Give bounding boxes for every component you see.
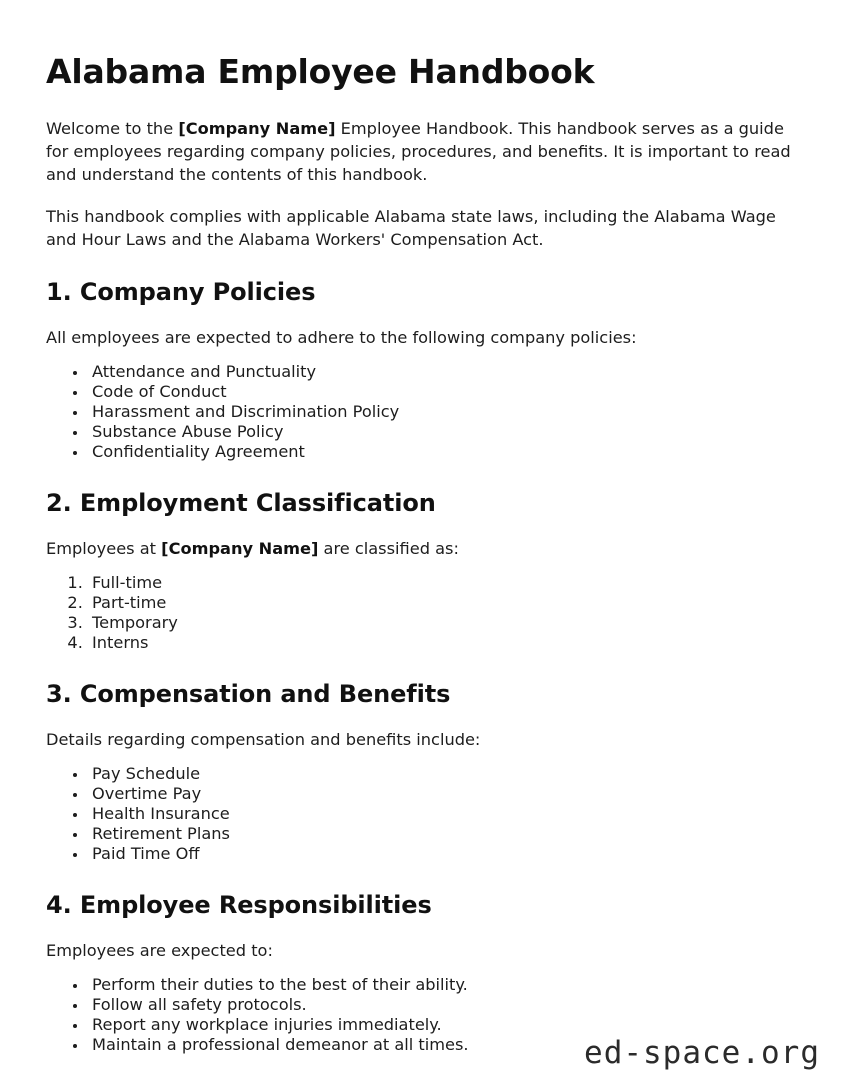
list-item: 1. Full-time xyxy=(88,573,798,593)
list-item: • Maintain a professional demeanor at all times. xyxy=(88,1035,798,1055)
list-item: • Substance Abuse Policy xyxy=(88,422,798,442)
section-lead-company-policies: All employees are expected to adhere to the following company policies: xyxy=(46,327,637,347)
intro-paragraph-1 xyxy=(46,117,798,186)
list-item: • Follow all safety protocols. xyxy=(88,995,798,1015)
list-item: • Confidentiality Agreement xyxy=(88,442,798,462)
list-item: 4. Interns xyxy=(88,633,798,653)
list-item: • Health Insurance xyxy=(88,804,798,824)
watermark-text: ed-space.org xyxy=(584,1035,820,1071)
list-item: • Perform their duties to the best of their ability. xyxy=(88,975,798,995)
list-compensation-and-benefits xyxy=(46,764,798,864)
section-lead-employment-classification xyxy=(46,537,798,560)
company-name-placeholder: [Company Name] xyxy=(161,538,319,558)
list-item: • Report any workplace injuries immediately. xyxy=(88,1015,798,1035)
lead-text-before: Employees at xyxy=(46,538,162,558)
section-heading-employee-responsibilities: 4. Employee Responsibilities xyxy=(46,891,432,920)
section-heading-employment-classification: 2. Employment Classification xyxy=(46,489,436,518)
list-item: 2. Part-time xyxy=(88,593,798,613)
list-item: • Harassment and Discrimination Policy xyxy=(88,402,798,422)
list-item: • Overtime Pay xyxy=(88,784,798,804)
section-heading-company-policies: 1. Company Policies xyxy=(46,277,316,306)
list-item: 3. Temporary xyxy=(88,613,798,633)
list-item: • Code of Conduct xyxy=(88,382,798,402)
intro-text-after: Employee Handbook. This handbook serves as a guide for employees regarding company policies, procedures, and benefits. It is important to read and understand the contents of this handbook. xyxy=(46,118,791,184)
section-lead-compensation-and-benefits: Details regarding compensation and benefits include: xyxy=(46,729,481,749)
list-item: • Attendance and Punctuality xyxy=(88,362,798,382)
list-item: • Paid Time Off xyxy=(88,844,798,864)
page-title: Alabama Employee Handbook xyxy=(46,52,595,91)
intro-text-before: Welcome to the xyxy=(46,118,179,138)
list-item: • Retirement Plans xyxy=(88,824,798,844)
list-company-policies xyxy=(46,362,798,462)
list-item: • Pay Schedule xyxy=(88,764,798,784)
intro-paragraph-2: This handbook complies with applicable Alabama state laws, including the Alabama Wage and Hour Laws and the Alabama Workers' Compensation Act. xyxy=(46,206,776,249)
company-name-placeholder: [Company Name] xyxy=(178,118,336,138)
section-heading-compensation-and-benefits: 3. Compensation and Benefits xyxy=(46,680,451,709)
list-employment-classification xyxy=(46,573,798,653)
section-lead-employee-responsibilities: Employees are expected to: xyxy=(46,941,273,961)
lead-text-after: are classified as: xyxy=(318,538,459,558)
